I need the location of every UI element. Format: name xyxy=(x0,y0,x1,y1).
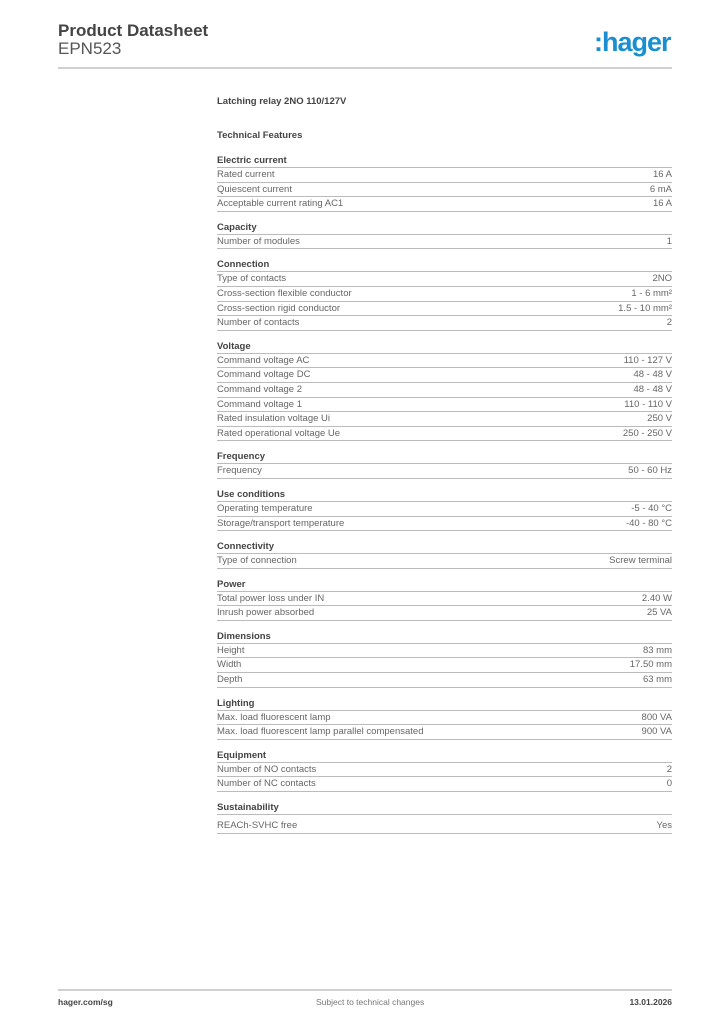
feature-label: Number of NO contacts xyxy=(217,763,317,775)
feature-value: 17.50 mm xyxy=(629,659,672,671)
feature-row xyxy=(217,554,672,569)
section-lighting xyxy=(217,697,672,740)
section-electric-current xyxy=(217,154,672,212)
feature-value: 50 - 60 Hz xyxy=(628,465,672,477)
feature-value: 16 A xyxy=(652,169,672,180)
feature-value: 110 - 127 V xyxy=(623,354,672,366)
feature-label: Max. load fluorescent lamp parallel compensated xyxy=(217,726,424,738)
feature-row xyxy=(217,197,672,212)
feature-row xyxy=(217,354,672,369)
feature-value: 250 - 250 V xyxy=(622,427,672,439)
feature-row xyxy=(217,606,672,621)
feature-row xyxy=(217,763,672,778)
feature-label: Rated insulation voltage Ui xyxy=(217,413,331,425)
section-use-conditions xyxy=(217,488,672,531)
feature-label: Rated operational voltage Ue xyxy=(217,427,341,439)
feature-value: 0 xyxy=(666,778,672,790)
feature-label: Cross-section rigid conductor xyxy=(217,302,341,314)
section-title: Lighting xyxy=(217,697,672,711)
feature-label: Acceptable current rating AC1 xyxy=(217,198,344,210)
feature-label: Rated current xyxy=(217,169,275,180)
footer-date: 13.01.2026 xyxy=(629,997,672,1007)
section-title: Dimensions xyxy=(217,630,672,644)
feature-label: Number of NC contacts xyxy=(217,778,316,790)
feature-label: Total power loss under IN xyxy=(217,592,325,604)
hager-logo: :hager xyxy=(594,27,671,57)
section-dimensions xyxy=(217,630,672,688)
feature-value: 1 - 6 mm² xyxy=(631,287,672,299)
feature-value: 6 mA xyxy=(649,183,672,195)
footer-divider xyxy=(58,989,672,991)
footer-notice: Subject to technical changes xyxy=(316,997,425,1007)
feature-value: 16 A xyxy=(652,198,672,210)
feature-label: Depth xyxy=(217,674,243,686)
feature-label: Height xyxy=(217,644,245,656)
feature-label: Number of contacts xyxy=(217,317,300,329)
section-title: Voltage xyxy=(217,340,672,354)
feature-value: 1.5 - 10 mm² xyxy=(618,302,672,314)
feature-label: Operating temperature xyxy=(217,502,313,514)
feature-row xyxy=(217,272,672,287)
feature-row xyxy=(217,711,672,726)
feature-row xyxy=(217,725,672,740)
feature-row xyxy=(217,464,672,479)
product-name: Latching relay 2NO 110/127V xyxy=(217,96,347,107)
section-frequency xyxy=(217,450,672,479)
feature-label: Command voltage AC xyxy=(217,354,310,366)
section-title: Sustainability xyxy=(217,801,672,815)
feature-value: 900 VA xyxy=(641,726,672,738)
feature-row xyxy=(217,644,672,659)
feature-sections xyxy=(217,154,672,834)
feature-value: 2 xyxy=(666,763,672,775)
feature-label: Type of connection xyxy=(217,555,297,567)
product-code: EPN523 xyxy=(58,39,122,58)
section-connectivity xyxy=(217,540,672,569)
footer-website[interactable]: hager.com/sg xyxy=(58,997,113,1007)
feature-value: 83 mm xyxy=(642,644,672,656)
feature-row xyxy=(217,287,672,302)
feature-value: Yes xyxy=(656,820,672,832)
feature-label: Storage/transport temperature xyxy=(217,517,345,529)
feature-row xyxy=(217,235,672,250)
header-divider xyxy=(58,67,672,69)
section-title: Use conditions xyxy=(217,488,672,502)
feature-label: Max. load fluorescent lamp xyxy=(217,711,331,723)
feature-value: 2 xyxy=(666,317,672,329)
feature-value: 250 V xyxy=(647,413,672,425)
section-sustainability xyxy=(217,801,672,834)
feature-value: Screw terminal xyxy=(609,555,672,567)
feature-label: Width xyxy=(217,659,242,671)
feature-value: 1 xyxy=(666,235,672,247)
feature-value: 63 mm xyxy=(642,674,672,686)
feature-row xyxy=(217,673,672,688)
feature-row xyxy=(217,502,672,517)
feature-label: Frequency xyxy=(217,465,262,477)
feature-label: Command voltage 1 xyxy=(217,398,303,410)
feature-value: 2.40 W xyxy=(641,592,672,604)
feature-label: Inrush power absorbed xyxy=(217,607,315,619)
feature-row xyxy=(217,427,672,442)
feature-row xyxy=(217,517,672,532)
section-power xyxy=(217,578,672,621)
feature-value: 800 VA xyxy=(641,711,672,723)
feature-row xyxy=(217,316,672,331)
feature-value: 110 - 110 V xyxy=(624,398,672,410)
feature-label: Quiescent current xyxy=(217,183,292,195)
feature-row xyxy=(217,368,672,383)
section-title: Equipment xyxy=(217,749,672,763)
feature-value: 48 - 48 V xyxy=(633,383,672,395)
feature-row xyxy=(217,383,672,398)
feature-row xyxy=(217,398,672,413)
section-title: Connection xyxy=(217,258,672,272)
section-title: Frequency xyxy=(217,450,672,464)
feature-label: Number of modules xyxy=(217,235,300,247)
feature-row xyxy=(217,168,672,183)
feature-row xyxy=(217,658,672,673)
feature-row xyxy=(217,777,672,792)
feature-row xyxy=(217,302,672,317)
section-title: Electric current xyxy=(217,154,672,168)
feature-label: REACh-SVHC free xyxy=(217,820,298,832)
feature-label: Command voltage 2 xyxy=(217,383,303,395)
datasheet-content xyxy=(217,96,672,843)
feature-row xyxy=(217,819,672,834)
document-title: Product Datasheet xyxy=(58,21,209,40)
section-capacity xyxy=(217,221,672,250)
features-title: Technical Features xyxy=(217,130,303,141)
feature-label: Cross-section flexible conductor xyxy=(217,287,352,299)
feature-value: 25 VA xyxy=(646,607,672,619)
feature-row xyxy=(217,183,672,198)
feature-value: -5 - 40 °C xyxy=(631,502,672,514)
section-equipment xyxy=(217,749,672,792)
feature-row xyxy=(217,592,672,607)
section-title: Connectivity xyxy=(217,540,672,554)
section-voltage xyxy=(217,340,672,442)
feature-value: 48 - 48 V xyxy=(633,369,672,381)
feature-label: Command voltage DC xyxy=(217,369,311,381)
feature-value: -40 - 80 °C xyxy=(625,517,672,529)
section-title: Power xyxy=(217,578,672,592)
feature-row xyxy=(217,412,672,427)
section-connection xyxy=(217,258,672,330)
feature-value: 2NO xyxy=(652,273,672,285)
section-title: Capacity xyxy=(217,221,672,235)
feature-label: Type of contacts xyxy=(217,273,287,285)
